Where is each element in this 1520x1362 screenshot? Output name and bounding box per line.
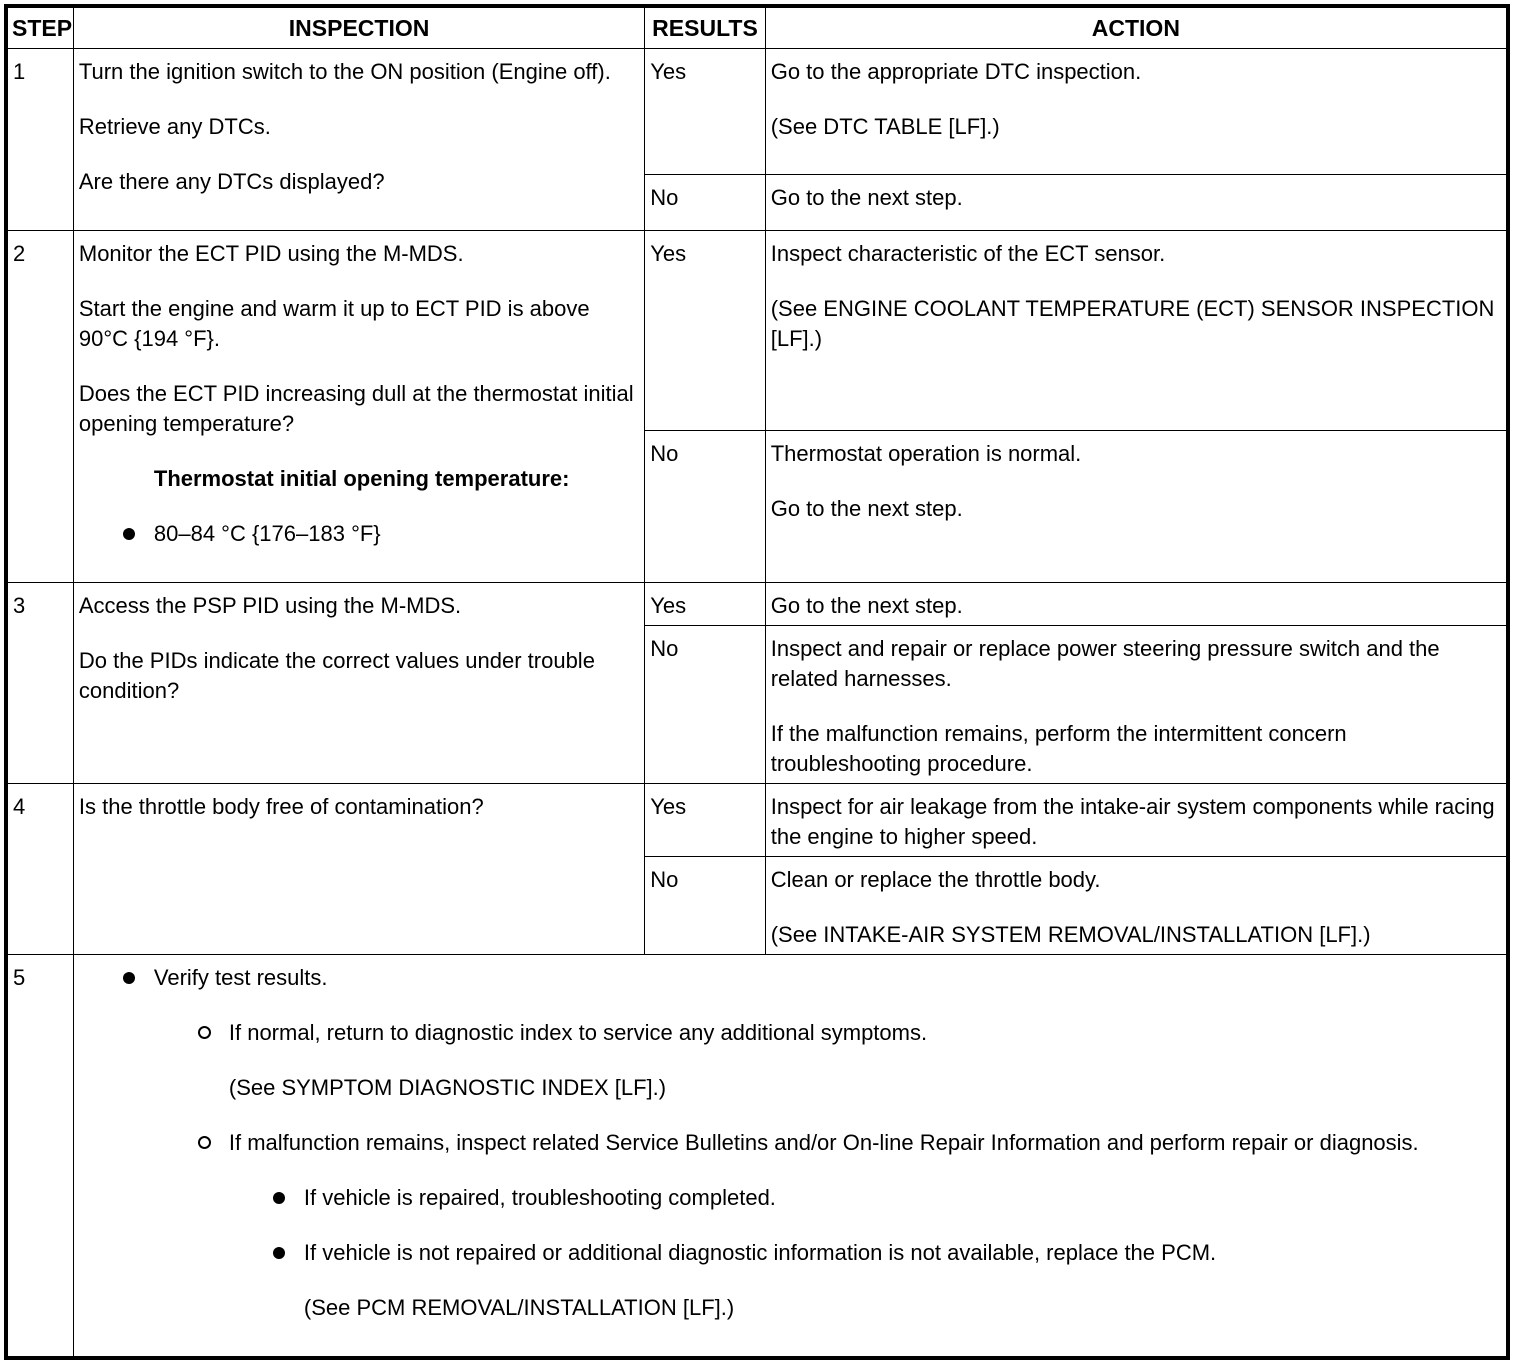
action-text: (See INTAKE-AIR SYSTEM REMOVAL/INSTALLATION [LF].): [770, 922, 1371, 947]
malfunction-item: [79, 1128, 1501, 1158]
normal-item: [79, 1018, 1501, 1048]
action-cell: [765, 231, 1506, 431]
action-text: Go to the next step.: [770, 496, 963, 521]
result-cell: No: [645, 626, 765, 784]
troubleshooting-sheet: [7, 7, 1507, 1357]
bullet-icon: [273, 1247, 285, 1259]
action-text: Go to the appropriate DTC inspection.: [770, 59, 1142, 84]
repaired-item: [79, 1183, 1501, 1213]
header-inspection: INSPECTION: [73, 8, 644, 49]
step-number: 1: [8, 49, 74, 231]
action-text: Inspect for air leakage from the intake-air system components while racing the engine to higher speed.: [770, 794, 1495, 849]
verify-text: Verify test results.: [153, 965, 328, 990]
inspection-text: Do the PIDs indicate the correct values under trouble condition?: [78, 648, 595, 703]
action-text: Thermostat operation is normal.: [770, 441, 1082, 466]
inspection-text: Is the throttle body free of contamination?: [78, 794, 484, 819]
action-text: Clean or replace the throttle body.: [770, 867, 1101, 892]
verify-item: [79, 963, 1501, 993]
result-cell: Yes: [645, 583, 765, 626]
result-cell: Yes: [645, 784, 765, 857]
inspection-text: Monitor the ECT PID using the M-MDS.: [78, 241, 464, 266]
spec-value: 80–84 °C {176–183 °F}: [153, 521, 381, 546]
diagnostic-table: [7, 7, 1507, 1357]
inspection-cell: [73, 784, 644, 955]
step-number: 2: [8, 231, 74, 583]
step-2-yes-row: [8, 231, 1507, 431]
bullet-icon: [273, 1192, 285, 1204]
action-text: If the malfunction remains, perform the intermittent concern troubleshooting procedure.: [770, 721, 1347, 776]
circle-bullet-icon: [198, 1026, 211, 1039]
step-number: 4: [8, 784, 74, 955]
inspection-text: Access the PSP PID using the M-MDS.: [78, 593, 462, 618]
result-cell: No: [645, 431, 765, 583]
normal-reference: (See SYMPTOM DIAGNOSTIC INDEX [LF].): [228, 1075, 667, 1100]
verify-list: [79, 963, 1501, 1323]
action-cell: [765, 49, 1506, 175]
step-number: 5: [8, 955, 74, 1357]
spec-list: [79, 519, 639, 549]
result-cell: Yes: [645, 231, 765, 431]
not-repaired-item: [79, 1238, 1501, 1268]
action-text: Go to the next step.: [770, 593, 963, 618]
inspection-text: Retrieve any DTCs.: [78, 114, 271, 139]
normal-text: If normal, return to diagnostic index to service any additional symptoms.: [228, 1020, 928, 1045]
inspection-cell: [73, 231, 644, 583]
step-3-yes-row: [8, 583, 1507, 626]
circle-bullet-icon: [198, 1136, 211, 1149]
action-cell: [765, 784, 1506, 857]
malfunction-text: If malfunction remains, inspect related Service Bulletins and/or On-line Repair Information and perform repair or diagnosis.: [228, 1130, 1419, 1155]
header-results: RESULTS: [645, 8, 765, 49]
inspection-cell: [73, 49, 644, 231]
action-text: Inspect characteristic of the ECT sensor.: [770, 241, 1166, 266]
action-cell: [765, 175, 1506, 231]
action-cell: [765, 626, 1506, 784]
bullet-icon: [123, 528, 135, 540]
step-number: 3: [8, 583, 74, 784]
step-4-yes-row: [8, 784, 1507, 857]
result-cell: No: [645, 175, 765, 231]
verify-cell: [73, 955, 1506, 1357]
header-action: ACTION: [765, 8, 1506, 49]
action-text: Go to the next step.: [770, 185, 963, 210]
result-cell: No: [645, 857, 765, 955]
inspection-text: Turn the ignition switch to the ON position (Engine off).: [78, 59, 611, 84]
action-cell: [765, 431, 1506, 583]
inspection-text: Are there any DTCs displayed?: [78, 169, 385, 194]
action-text: Inspect and repair or replace power steering pressure switch and the related harnesses.: [770, 636, 1440, 691]
spec-item: [79, 519, 639, 549]
header-row: [8, 8, 1507, 49]
header-step: STEP: [8, 8, 74, 49]
result-cell: Yes: [645, 49, 765, 175]
spec-heading: Thermostat initial opening temperature:: [153, 466, 570, 491]
action-cell: [765, 583, 1506, 626]
step-5-row: [8, 955, 1507, 1357]
action-text: (See DTC TABLE [LF].): [770, 114, 1000, 139]
bullet-icon: [123, 972, 135, 984]
pcm-reference: (See PCM REMOVAL/INSTALLATION [LF].): [303, 1295, 735, 1320]
inspection-cell: [73, 583, 644, 784]
inspection-text: Start the engine and warm it up to ECT PID is above 90°C {194 °F}.: [78, 296, 590, 351]
repaired-text: If vehicle is repaired, troubleshooting completed.: [303, 1185, 776, 1210]
action-text: (See ENGINE COOLANT TEMPERATURE (ECT) SENSOR INSPECTION [LF].): [770, 296, 1495, 351]
inspection-text: Does the ECT PID increasing dull at the thermostat initial opening temperature?: [78, 381, 634, 436]
step-1-yes-row: [8, 49, 1507, 175]
not-repaired-text: If vehicle is not repaired or additional diagnostic information is not available, replace the PCM.: [303, 1240, 1217, 1265]
action-cell: [765, 857, 1506, 955]
